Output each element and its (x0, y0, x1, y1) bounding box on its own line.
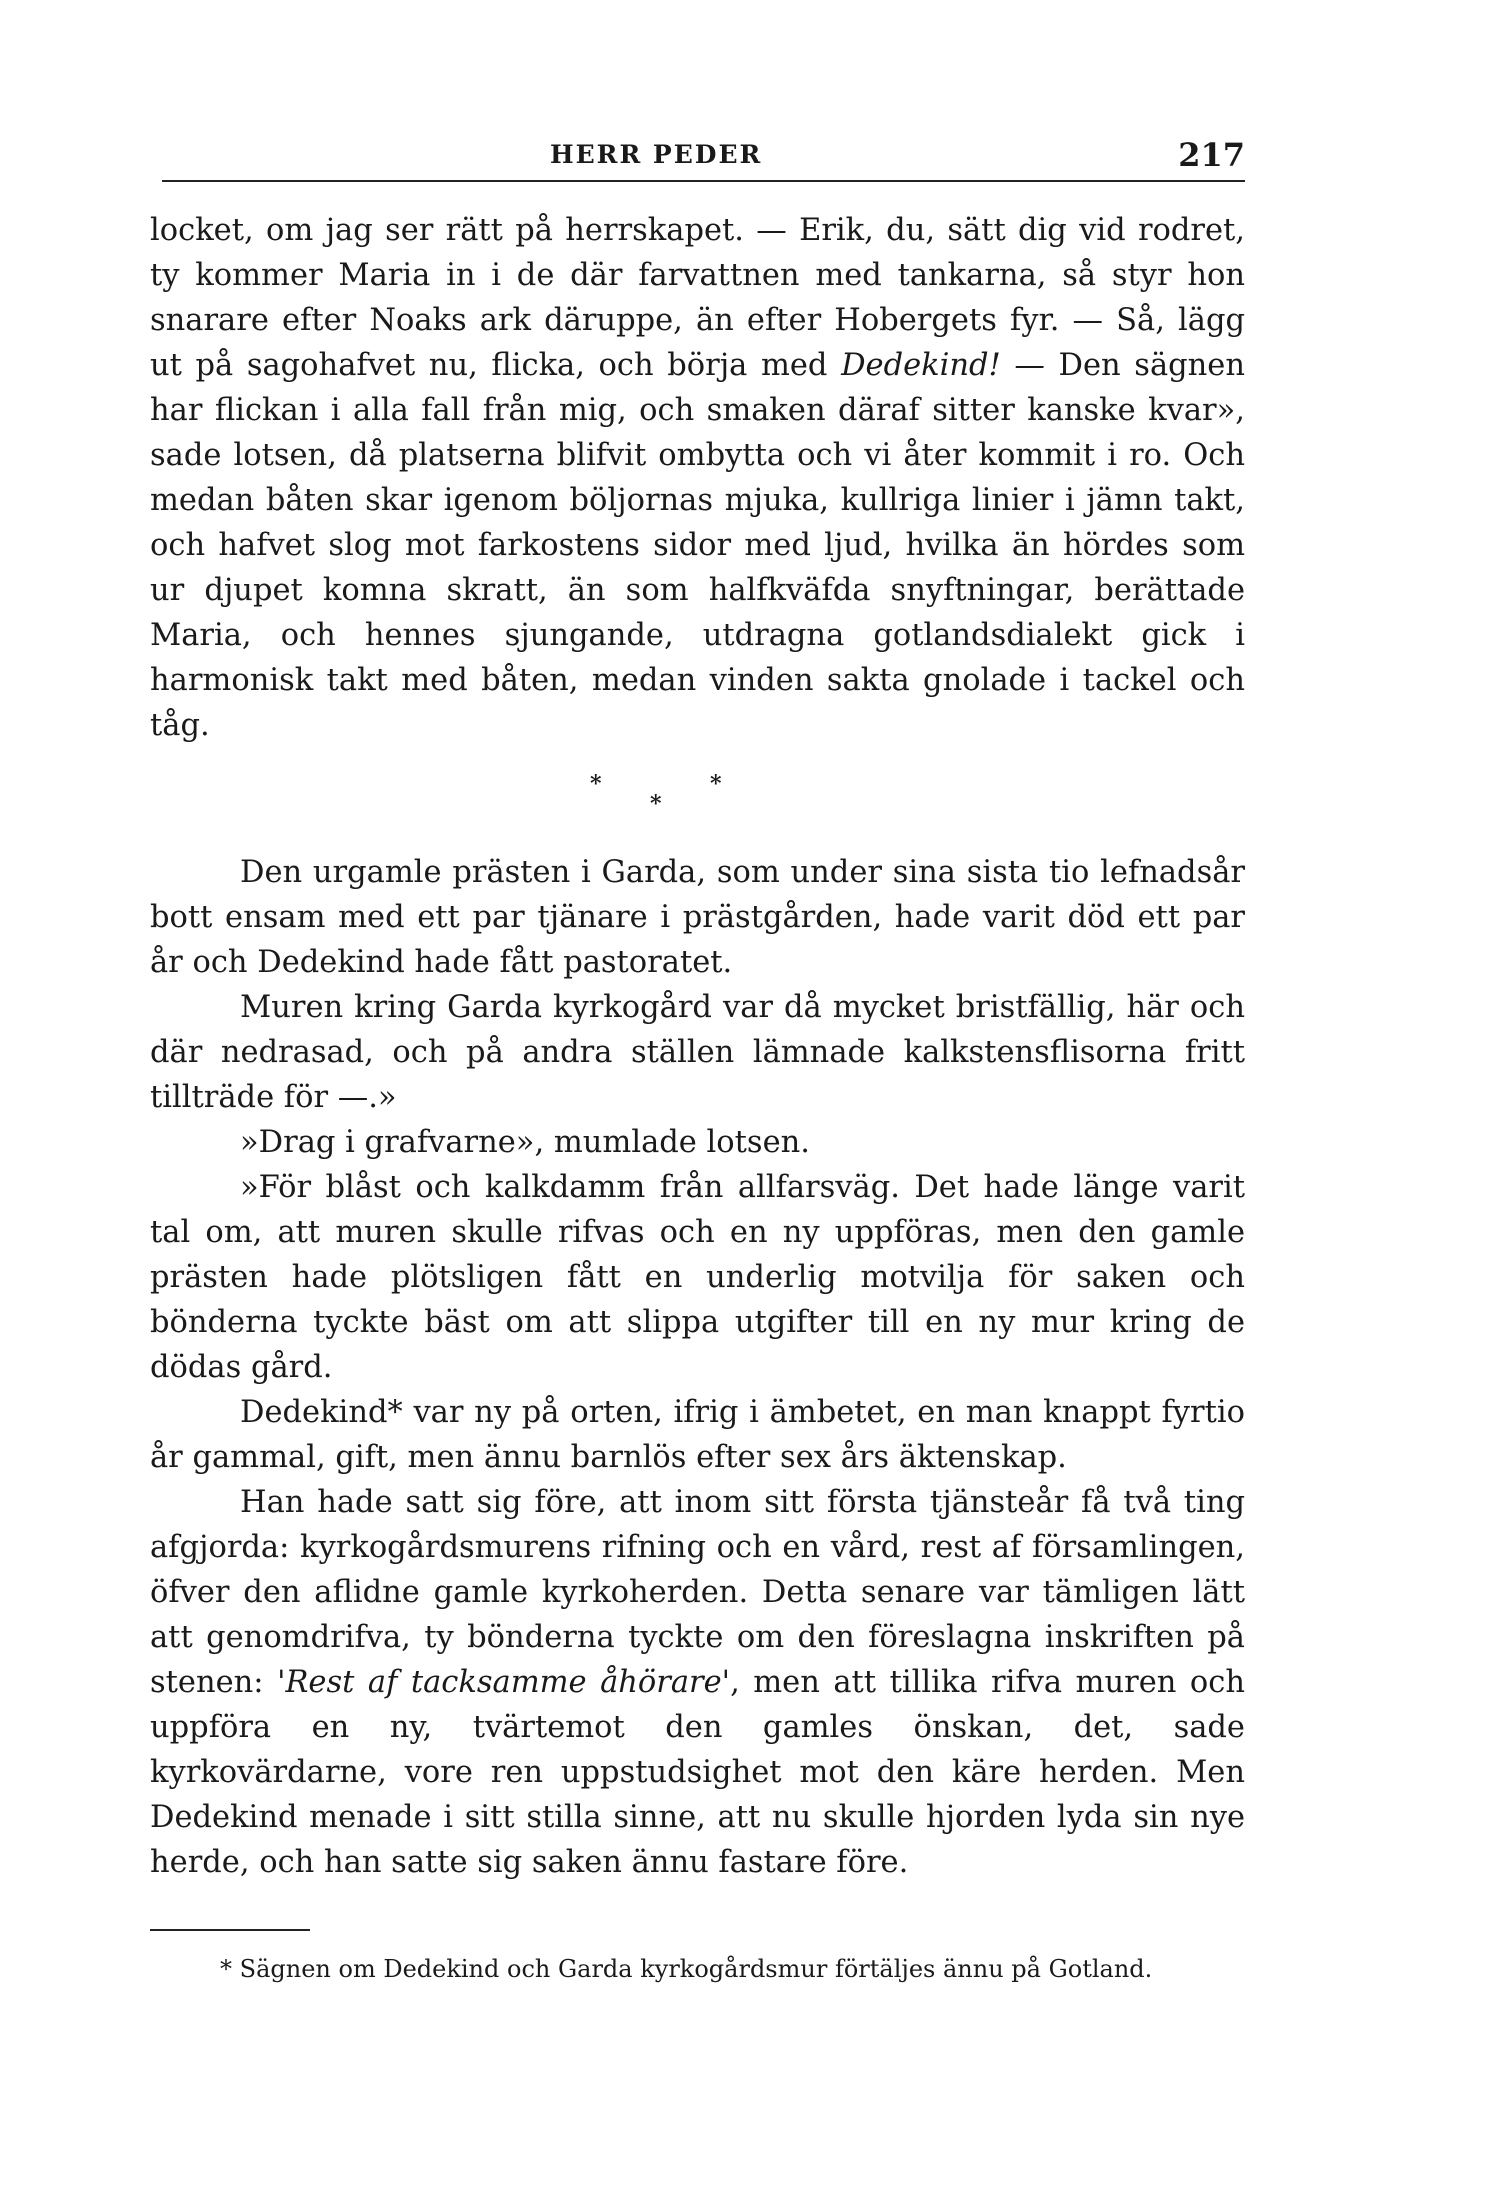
running-title: HERR PEDER (550, 140, 763, 169)
asterism-star-2: * (710, 771, 722, 797)
body-text (150, 208, 1245, 1885)
paragraph-7-continuation: , men att tillika rifva muren och uppföra en ny, tvärtemot den gamles önskan, det, sade kyrkovärdarne, vore ren uppstudsighet mot den käre herden. Men Dedekind menade i sitt stilla sinne, att nu skulle hjorden lyda sin nye herde, och han satte sig saken ännu fastare före. (150, 1665, 1245, 1880)
header-rule (162, 180, 1245, 182)
paragraph-1 (150, 208, 1245, 748)
paragraph-7 (150, 1480, 1245, 1885)
asterism-star-3: * (650, 791, 662, 817)
paragraph-3: Muren kring Garda kyrkogård var då mycket bristfällig, här och där nedrasad, och på andra ställen lämnade kalkstensflisorna fritt tillträde för —.» (150, 990, 1245, 1115)
asterism-star-1: * (590, 771, 602, 797)
asterism (150, 756, 1245, 846)
paragraph-4: »Drag i grafvarne», mumlade lotsen. (240, 1125, 810, 1160)
page-header (150, 136, 1245, 190)
footnote-rule (150, 1929, 310, 1931)
italic-inscription: 'Rest af tacksamme åhörare' (277, 1665, 731, 1700)
paragraph-7-text: Han hade satt sig före, att inom sitt första tjänsteår få två ting afgjorda: kyrkogårdsmurens rifning och en vård, rest af församlingen, öfver den aflidne gamle kyrkoherden. Detta senare var tämligen lätt att genomdrifva, ty bönderna tyckte om den föreslagna inskriften på stenen: (150, 1485, 1245, 1700)
paragraph-2: Den urgamle prästen i Garda, som under sina sista tio lefnadsår bott ensam med ett par tjänare i prästgården, hade varit död ett par år och Dedekind hade fått pastoratet. (150, 855, 1245, 980)
footnote: * Sägnen om Dedekind och Garda kyrkogårdsmur förtäljes ännu på Gotland. (220, 1955, 1153, 1983)
book-page (150, 136, 1245, 1987)
paragraph-6: Dedekind* var ny på orten, ifrig i ämbetet, en man knappt fyrtio år gammal, gift, men ännu barnlös efter sex års äktenskap. (150, 1395, 1245, 1475)
paragraph-1-text: locket, om jag ser rätt på herrskapet. — Erik, du, sätt dig vid rodret, ty kommer Maria in i de där farvattnen med tankarna, så styr hon snarare efter Noaks ark däruppe, än efter Hobergets fyr. — Så, lägg ut på sagohafvet nu, flicka, och börja med (150, 213, 1245, 383)
page-number: 217 (1178, 136, 1245, 174)
paragraph-5: »För blåst och kalkdamm från allfarsväg. Det hade länge varit tal om, att muren skulle rifvas och en ny uppföras, men den gamle prästen hade plötsligen fått en underlig motvilja för saken och bönderna tyckte bäst om att slippa utgifter till en ny mur kring de dödas gård. (150, 1170, 1245, 1385)
paragraph-1-continuation: — Den sägnen har flickan i alla fall från mig, och smaken däraf sitter kanske kvar», sade lotsen, då platserna blifvit ombytta och vi åter kommit i ro. Och medan båten skar igenom böljornas mjuka, kullriga linier i jämn takt, och hafvet slog mot farkostens sidor med ljud, hvilka än hördes som ur djupet komna skratt, än som halfkväfda snyftningar, berättade Maria, och hennes sjungande, utdragna gotlandsdialekt gick i harmonisk takt med båten, medan vinden sakta gnolade i tackel och tåg. (150, 348, 1245, 743)
italic-dedekind: Dedekind! (841, 348, 1001, 383)
